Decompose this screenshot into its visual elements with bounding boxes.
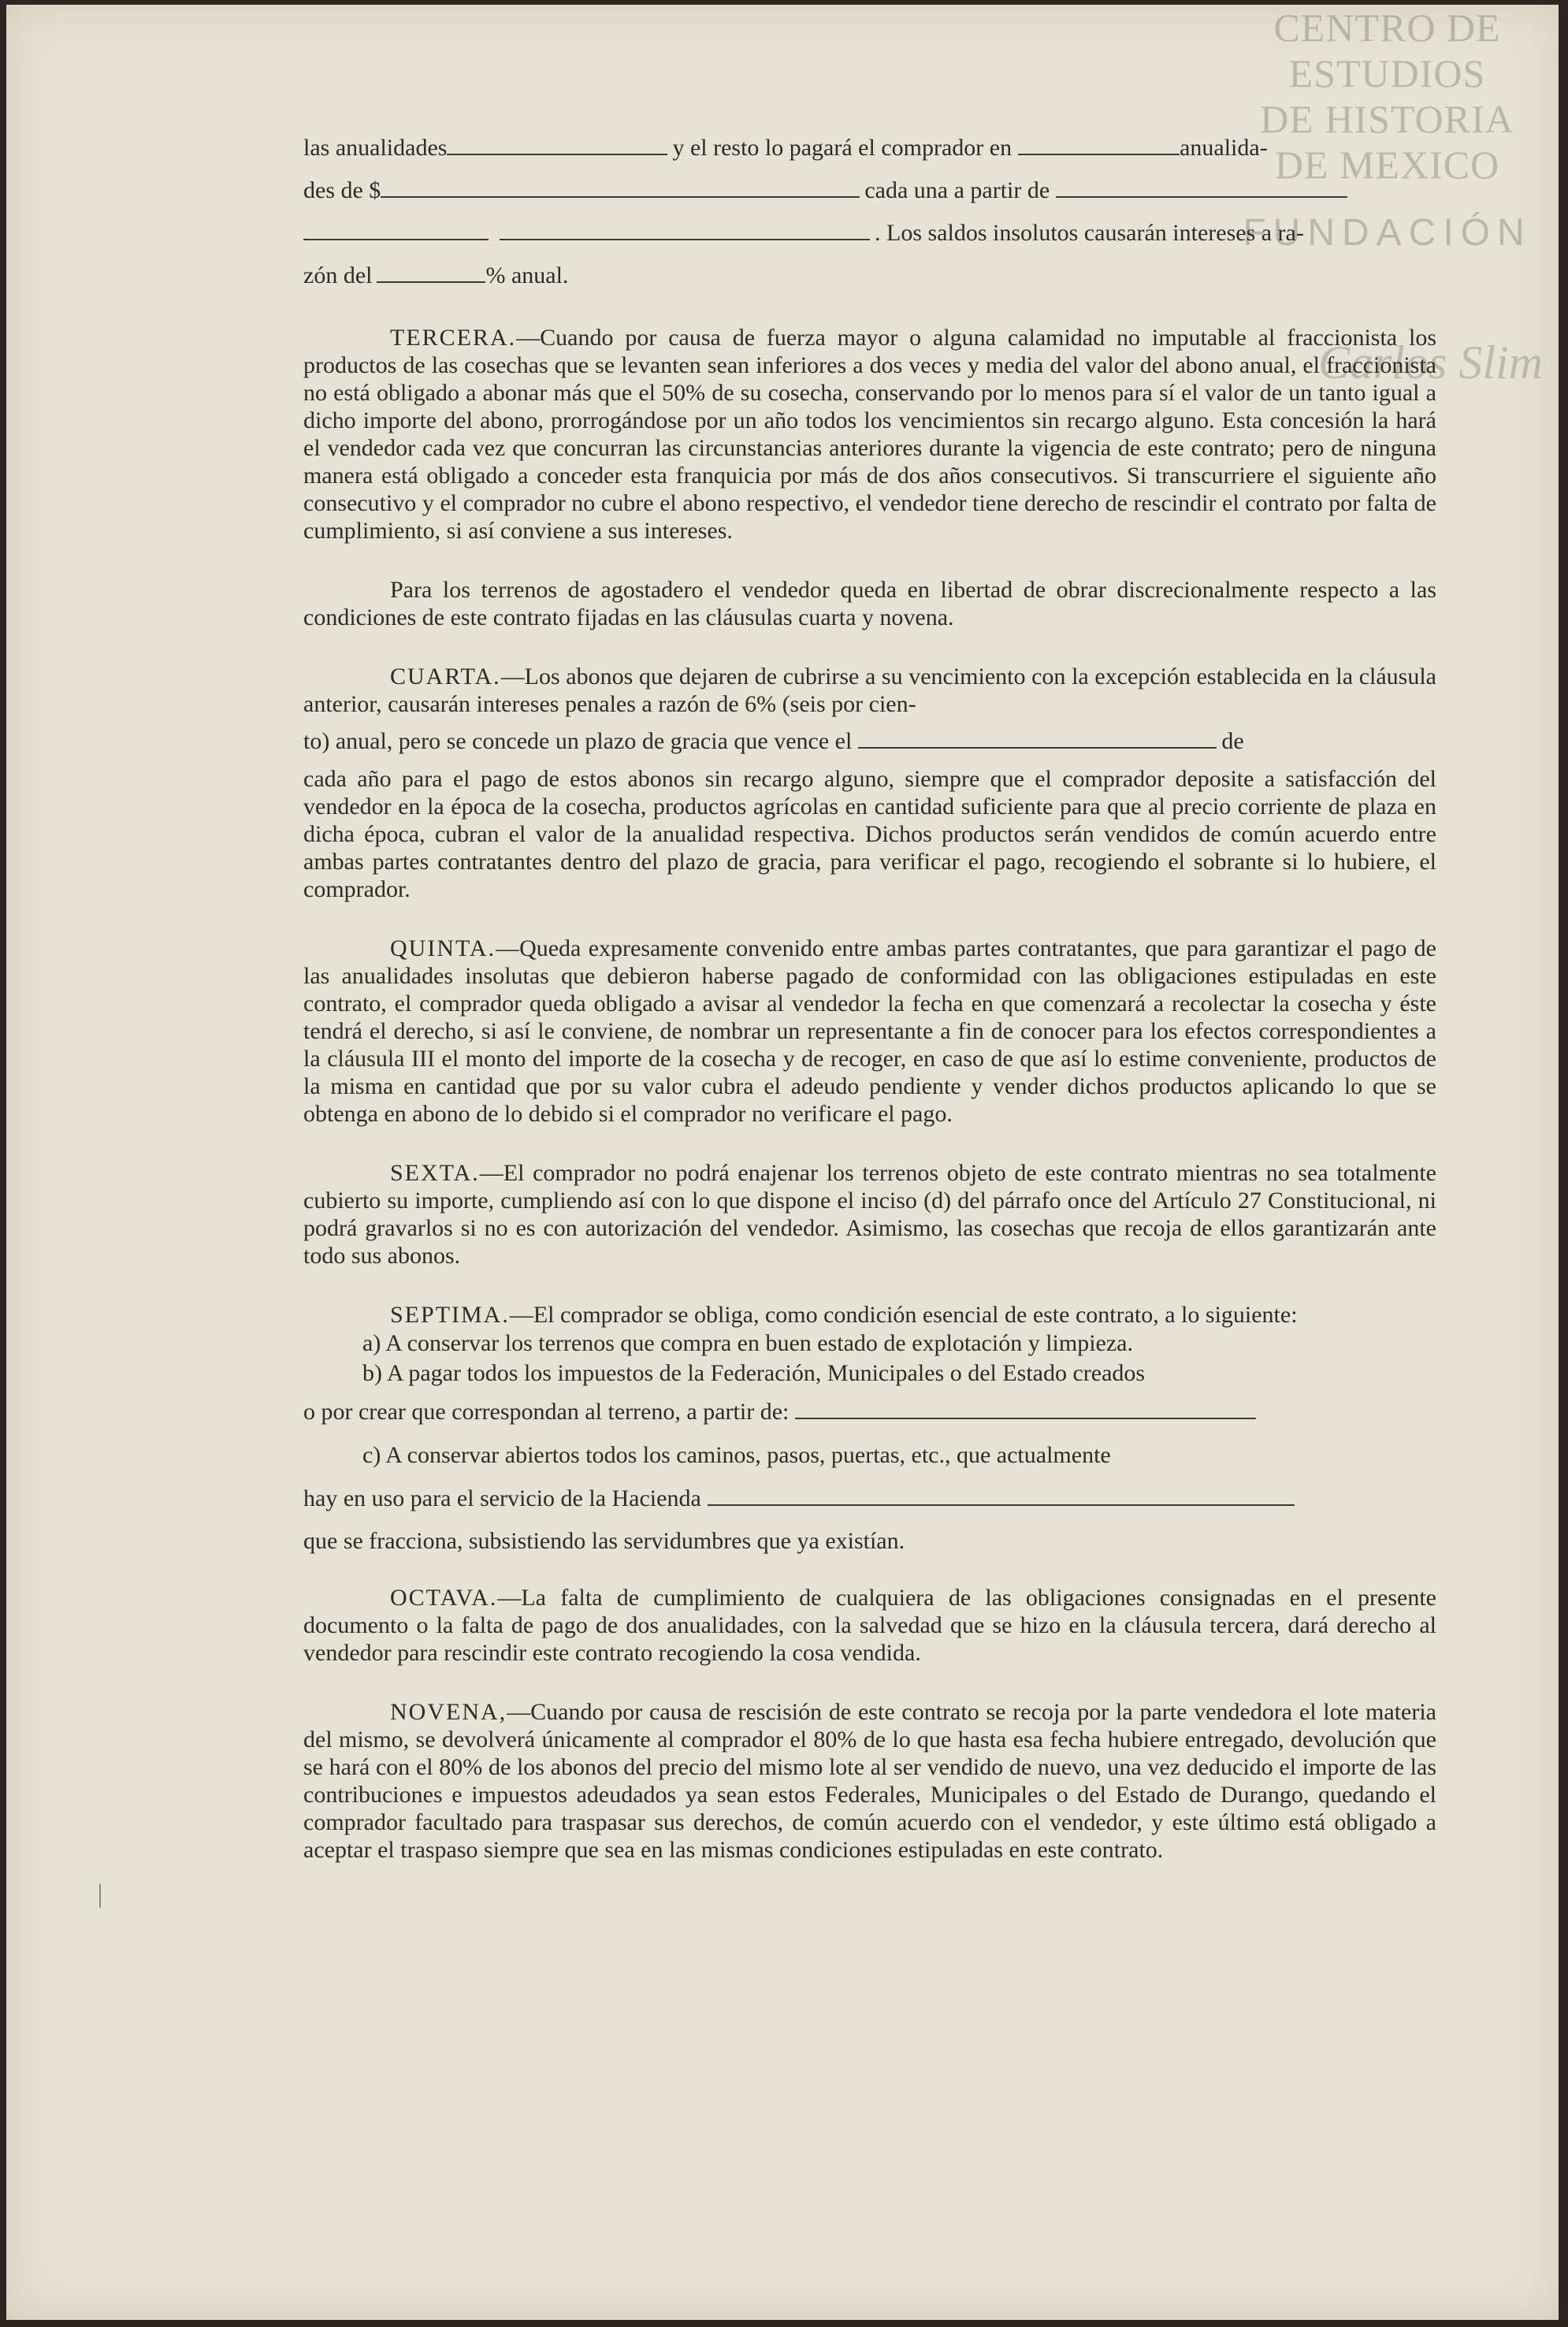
paragraph-agostadero	[303, 576, 1436, 631]
clause-septima	[303, 1301, 1436, 1329]
watermark-line: DE MEXICO	[1274, 143, 1500, 187]
blank-field	[500, 217, 870, 240]
contract-text	[303, 127, 1436, 1864]
header-text: las anualidades	[303, 135, 448, 161]
clause-title: SEPTIMA.	[390, 1302, 510, 1328]
header-line-4	[303, 255, 1436, 297]
clause-quinta	[303, 935, 1436, 1128]
clause-title: SEXTA.	[390, 1160, 480, 1186]
clause-body: —La falta de cumplimiento de cualquiera de las obligaciones consignadas en el presente documento o la falta de pago de dos anualidades, con la salvedad que se hizo en la cláusula tercera, dará derecho al vendedor para rescindir este contrato recogiendo la cosa vendida.	[303, 1585, 1436, 1666]
header-text: zón del	[303, 262, 373, 288]
blank-field	[381, 174, 860, 198]
blank-field	[1018, 132, 1180, 155]
blank-field	[303, 217, 489, 240]
watermark-line: ESTUDIOS	[1288, 51, 1486, 95]
blank-field	[708, 1482, 1295, 1506]
clause-title: QUINTA.	[390, 935, 496, 961]
watermark-line: CENTRO DE	[1273, 6, 1501, 50]
header-text: y el resto lo pagará el comprador en	[672, 135, 1013, 161]
septima-item-c-end: que se fracciona, subsistiendo las servidumbres que ya existían.	[303, 1528, 905, 1554]
clause-octava	[303, 1584, 1436, 1667]
watermark-signature: Carlos Slim	[1317, 336, 1543, 388]
septima-item-c-fill	[303, 1475, 1436, 1522]
clause-title: OCTAVA.	[390, 1585, 498, 1611]
blank-field	[858, 725, 1217, 749]
header-line-1	[303, 127, 1436, 169]
clause-body: —Los abonos que dejaren de cubrirse a su vencimiento con la excepción establecida en la cláusula anterior, causarán intereses penales a razón de 6% (seis por cien-	[303, 664, 1436, 717]
header-line-3	[303, 212, 1436, 255]
document-page	[6, 5, 1559, 2320]
clause-novena	[303, 1698, 1436, 1864]
header-text: % anual.	[485, 262, 569, 288]
clause-body: hay en uso para el servicio de la Hacienda	[303, 1485, 701, 1511]
clause-body: de	[1221, 728, 1244, 754]
header-text: . Los saldos insolutos causarán intereses a ra-	[875, 220, 1304, 246]
clause-body: o por crear que correspondan al terreno, a partir de:	[303, 1399, 790, 1425]
blank-field	[795, 1396, 1256, 1419]
watermark-line: DE HISTORIA	[1260, 97, 1514, 141]
header-text: des de $	[303, 177, 381, 203]
septima-item-a: a) A conservar los terrenos que compra en buen estado de explotación y limpieza.	[362, 1330, 1133, 1356]
clause-body: —El comprador se obliga, como condición esencial de este contrato, a lo siguiente:	[509, 1302, 1298, 1328]
clause-body: —Queda expresamente convenido entre ambas partes contratantes, que para garantizar el pago de las anualidades insolutas que debieron haberse pagado de conformidad con las obligaciones estipuladas en este contrato, el comprador queda obligado a avisar al vendedor la fecha en que comenzará a recolectar la cosecha y éste tendrá el derecho, si así le conviene, de nombrar un representante a fin de conocer para los efectos correspondientes a la cláusula III el monto del importe de la cosecha y de recoger, en caso de que así lo estime conveniente, productos de la misma en cantidad que por su valor cubra el adeudo pendiente y vender dichos productos aplicando lo que se obtenga en abono de lo debido si el comprador no verificare el pago.	[303, 935, 1436, 1127]
septima-item-b-fill	[303, 1388, 1436, 1436]
clause-body: —El comprador no podrá enajenar los terrenos objeto de este contrato mientras no sea totalmente cubierto su importe, cumpliendo así con lo que dispone el inciso (d) del párrafo once del Artículo 27 Constitucional, ni podrá gravarlos si no es con autorización del vendedor. Asimismo, las cosechas que recoja de ellos garantizarán ante todo sus abonos.	[303, 1160, 1436, 1269]
clause-title: TERCERA.	[390, 325, 517, 351]
header-line-2	[303, 169, 1436, 212]
clause-body: —Cuando por causa de fuerza mayor o alguna calamidad no imputable al fraccionista los productos de las cosechas que se levanten sean inferiores a dos veces y media del valor del abono anual, el fraccionista no está obligado a abonar más que el 50% de su cosecha, conservando por lo menos para sí el valor de un tanto igual a dicho importe del abono, prorrogándose por un año todos los vencimientos sin recargo alguno. Esta concesión la hará el vendedor cada vez que concurran las circunstancias anteriores durante la vigencia de este contrato; pero de ninguna manera está obligado a conceder esta franquicia por más de dos años consecutivos. Si transcurriere el siguiente año consecutivo y el comprador no cubre el abono respectivo, el vendedor tiene derecho de rescindir el contrato por falta de cumplimiento, si así conviene a sus intereses.	[303, 325, 1436, 544]
clause-sexta	[303, 1159, 1436, 1269]
clause-body: cada año para el pago de estos abonos sin recargo alguno, siempre que el comprador deposite a satisfacción del vendedor en la época de la cosecha, productos agrícolas en cantidad suficiente para que al precio corriente de plaza en dicha época, cubran el valor de la anualidad respectiva. Dichos productos serán vendidos de común acuerdo entre ambas partes contratantes dentro del plazo de gracia, para verificar el pago, recogiendo el sobrante si lo hubiere, el comprador.	[303, 766, 1436, 902]
header-text: cada una a partir de	[864, 177, 1050, 203]
clause-cuarta	[303, 663, 1436, 718]
cuarta-fill-line	[303, 718, 1436, 765]
blank-field	[377, 259, 485, 283]
blank-field	[447, 132, 667, 155]
clause-tercera	[303, 324, 1436, 545]
septima-item-b: b) A pagar todos los impuestos de la Federación, Municipales o del Estado creados	[362, 1360, 1146, 1386]
header-text: anualida-	[1180, 135, 1268, 161]
clause-title: CUARTA.	[390, 664, 501, 690]
blank-field	[1056, 174, 1347, 198]
clause-body: to) anual, pero se concede un plazo de gracia que vence el	[303, 728, 853, 754]
margin-mark	[99, 1884, 110, 1908]
watermark-line: FUNDACIÓN	[1243, 212, 1532, 254]
septima-item-c: c) A conservar abiertos todos los caminos, pasos, puertas, etc., que actualmente	[362, 1442, 1111, 1468]
paragraph-body: Para los terrenos de agostadero el vendedor queda en libertad de obrar discrecionalmente respecto a las condiciones de este contrato fijadas en las cláusulas cuarta y novena.	[303, 577, 1436, 630]
clause-cuarta-cont	[303, 765, 1436, 903]
clause-title: NOVENA,	[390, 1699, 507, 1725]
clause-body: —Cuando por causa de rescisión de este contrato se recoja por la parte vendedora el lote materia del mismo, se devolverá únicamente al comprador el 80% de lo que hasta esa fecha hubiere entregado, devolución que se hará con el 80% de los abonos del precio del mismo lote al ser vendido de nuevo, una vez deducido el importe de las contribuciones e impuestos adeudados ya sean estos Federales, Municipales o del Estado de Durango, quedando el comprador facultado para traspasar sus derechos, de común acuerdo con el vendedor, y este último está obligado a aceptar el traspaso siempre que sea en las mismas condiciones estipuladas en este contrato.	[303, 1699, 1436, 1863]
